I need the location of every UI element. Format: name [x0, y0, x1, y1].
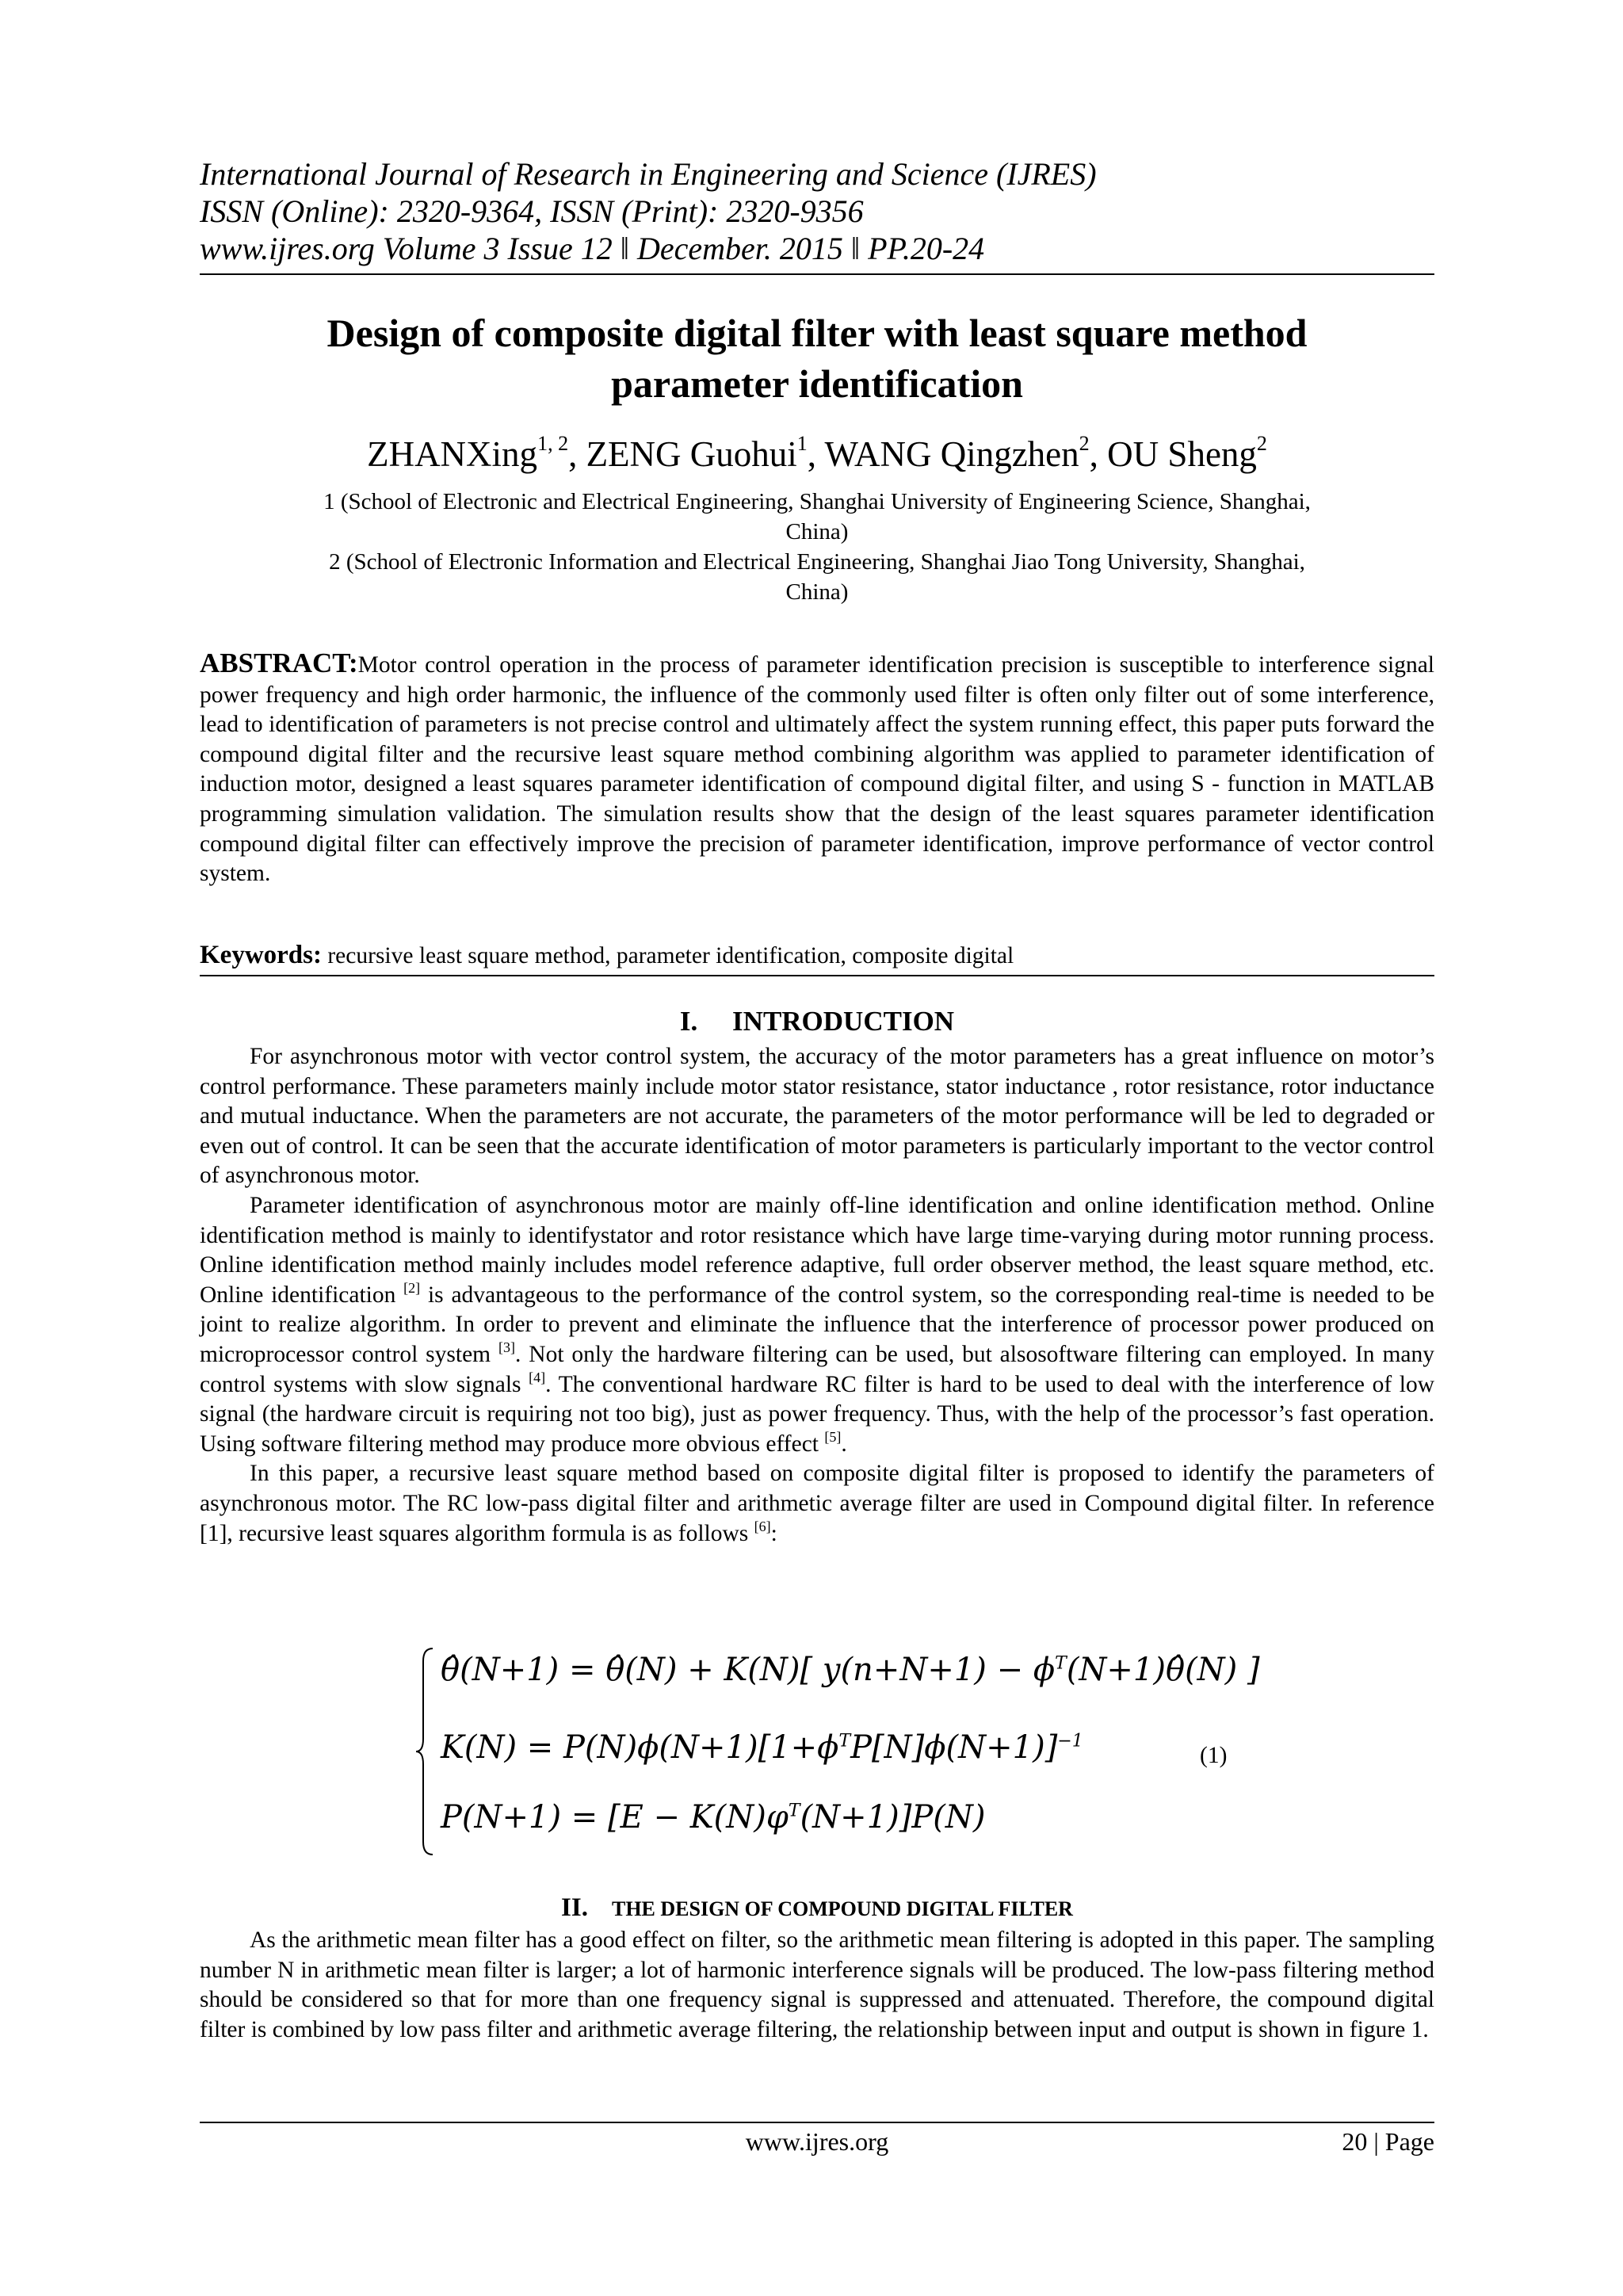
text-span: . Not only the hardware filtering can be used, but alsosoftware filtering can employed. In many control systems with slow signals	[200, 1341, 1434, 1397]
author-affil-mark: 1	[796, 432, 808, 455]
citation-5[interactable]: [5]	[824, 1428, 842, 1445]
affiliation-1	[223, 487, 1411, 547]
text-span: is advantageous to the performance of the control system, so the corresponding real-time is needed to be joint to realize algorithm. In order to prevent and eliminate the influence that the interference of processor power produced on microprocessor control system	[200, 1282, 1434, 1367]
author	[1107, 434, 1267, 474]
intro-paragraph-3	[200, 1459, 1434, 1549]
author-separator: ,	[807, 434, 825, 474]
author-affil-mark: 2	[1256, 432, 1267, 455]
intro-paragraph-2	[200, 1191, 1434, 1459]
journal-volume: www.ijres.org Volume 3 Issue 12 ǁ December. 2015 ǁ PP.20-24	[200, 231, 985, 266]
author	[824, 434, 1107, 474]
abstract-rule	[200, 975, 1434, 976]
author-name: WANG Qingzhen	[824, 434, 1079, 474]
section-heading-design	[200, 1893, 1434, 1927]
affiliation-1-line-1: 1 (School of Electronic and Electrical Engineering, Shanghai University of Engineering Science, Shanghai,	[323, 489, 1311, 514]
equation-line-2	[441, 1729, 1083, 1766]
text-span: . The conventional hardware RC filter is hard to be used to deal with the interference of low signal (the hardware circuit is requiring not too big), just as power frequency. Thus, with the help of the processor’s fast operation. Using software filtering method may produce more obvious effect	[200, 1371, 1435, 1457]
page-number: 20 | Page	[1342, 2127, 1434, 2156]
equation-line-1	[441, 1652, 1260, 1688]
affiliation-2-line-1: 2 (School of Electronic Information and Electrical Engineering, Shanghai Jiao Tong University, Shanghai,	[329, 549, 1305, 575]
journal-issn: ISSN (Online): 2320-9364, ISSN (Print): 2320-9356	[200, 193, 864, 229]
equation-sup: −1	[1057, 1731, 1083, 1752]
equation-sup: T	[788, 1801, 800, 1821]
equation-text: K(N) = P(N)ϕ(N+1)[1+ϕ	[441, 1729, 839, 1766]
keywords-text: recursive least square method, parameter identification, composite digital	[321, 943, 1014, 968]
design-paragraph-1: As the arithmetic mean filter has a good effect on filter, so the arithmetic mean filtering is adopted in this paper. The sampling number N in arithmetic mean filter is larger; a lot of harmonic interference signals will be produced. The low-pass filtering method should be considered so that for more than one frequency signal is suppressed and attenuated. Therefore, the compound digital filter is combined by low pass filter and arithmetic average filtering, the relationship between input and output is shown in figure 1.	[200, 1927, 1434, 2042]
author-separator: ,	[1089, 434, 1108, 474]
equation-1	[414, 1645, 1260, 1858]
equation-text: P[N]ϕ(N+1)]	[850, 1729, 1058, 1766]
citation-6[interactable]: [6]	[754, 1518, 771, 1534]
author-name: ZHANXing	[367, 434, 538, 474]
equation-text: (N+1)]P(N)	[800, 1799, 986, 1836]
text-span: Parameter identification of asynchronous motor are mainly off-line identification and online identification method. Online identification method is mainly to identifystator and rotor resistance which have large time-varying during motor running process. Online identification method mainly includes model reference adaptive, full order observer method, the least square method, etc. Online identification	[200, 1192, 1434, 1308]
equation-sup: T	[838, 1731, 851, 1752]
journal-header	[200, 155, 1434, 267]
title-line-2: parameter identification	[611, 361, 1023, 406]
paper-page	[200, 0, 1434, 2296]
author-affil-mark: 2	[1079, 432, 1090, 455]
section-heading-introduction: I. INTRODUCTION	[679, 1006, 955, 1037]
intro-paragraph-1: For asynchronous motor with vector control system, the accuracy of the motor parameters has a great influence on motor’s control performance. These parameters mainly include motor stator resistance, stator inductance , rotor resistance, rotor inductance and mutual inductance. When the parameters are not accurate, the parameters of the motor performance will be led to degraded or even out of control. It can be seen that the accurate identification of motor parameters is particularly important to the vector control of asynchronous motor.	[200, 1044, 1434, 1189]
text-span: In this paper, a recursive least square method based on composite digital filter is proposed to identify the parameters of asynchronous motor. The RC low-pass digital filter and arithmetic average filter are used in Compound digital filter. In reference [1], recursive least squares algorithm formula is as follows	[200, 1461, 1434, 1546]
design-body	[200, 1926, 1434, 2045]
journal-name: International Journal of Research in Engineering and Science (IJRES)	[200, 156, 1097, 192]
abstract	[200, 648, 1434, 889]
footer-url[interactable]: www.ijres.org	[745, 2127, 889, 2156]
keywords	[200, 939, 1434, 972]
citation-3[interactable]: [3]	[498, 1339, 516, 1355]
author-name: ZENG Guohui	[586, 434, 797, 474]
section-title: THE DESIGN OF COMPOUND DIGITAL FILTER	[611, 1897, 1073, 1920]
abstract-text: Motor control operation in the process of parameter identification precision is susceptible to interference signal power frequency and high order harmonic, the influence of the commonly used filter is often only filter out of some interference, lead to identification of parameters is not precise control and ultimately affect the system running effect, this paper puts forward the compound digital filter and the recursive least square method combining algorithm was applied to parameter identification of induction motor, designed a least squares parameter identification of compound digital filter, and using S - function in MATLAB programming simulation validation. The simulation results show that the design of the least squares parameter identification compound digital filter can effectively improve the precision of parameter identification, improve performance of vector control system.	[200, 652, 1434, 887]
equation-text: (N+1)θ̂(N) ]	[1066, 1652, 1260, 1688]
affiliation-2	[223, 547, 1411, 607]
author-affil-mark: 1, 2	[537, 432, 569, 455]
equation-number: (1)	[1200, 1743, 1228, 1768]
text-span: :	[770, 1520, 777, 1546]
author	[586, 434, 825, 474]
affiliation-1-line-2: China)	[785, 519, 849, 544]
header-rule	[200, 273, 1434, 275]
paper-title	[200, 308, 1434, 409]
section-number: II.	[561, 1893, 588, 1922]
affiliation-2-line-2: China)	[785, 579, 849, 605]
author	[367, 434, 586, 474]
text-span: .	[841, 1431, 847, 1457]
abstract-label: ABSTRACT:	[200, 648, 358, 678]
equation-line-3	[441, 1799, 985, 1836]
author-separator: ,	[568, 434, 586, 474]
footer-rule	[200, 2122, 1434, 2123]
author-name: OU Sheng	[1107, 434, 1257, 474]
equation-text: P(N+1) = [E − K(N)φ	[441, 1799, 789, 1836]
equation-sup: T	[1055, 1653, 1067, 1674]
citation-2[interactable]: [2]	[403, 1279, 421, 1296]
keywords-label: Keywords:	[200, 941, 322, 969]
equation-text: θ̂(N+1) = θ̂(N) + K(N)[ y(n+N+1) − ϕ	[441, 1652, 1056, 1688]
left-brace-icon	[414, 1645, 437, 1858]
author-list	[200, 432, 1434, 476]
citation-4[interactable]: [4]	[529, 1369, 546, 1385]
introduction-body	[200, 1042, 1434, 1549]
title-line-1: Design of composite digital filter with least square method	[327, 311, 1308, 355]
